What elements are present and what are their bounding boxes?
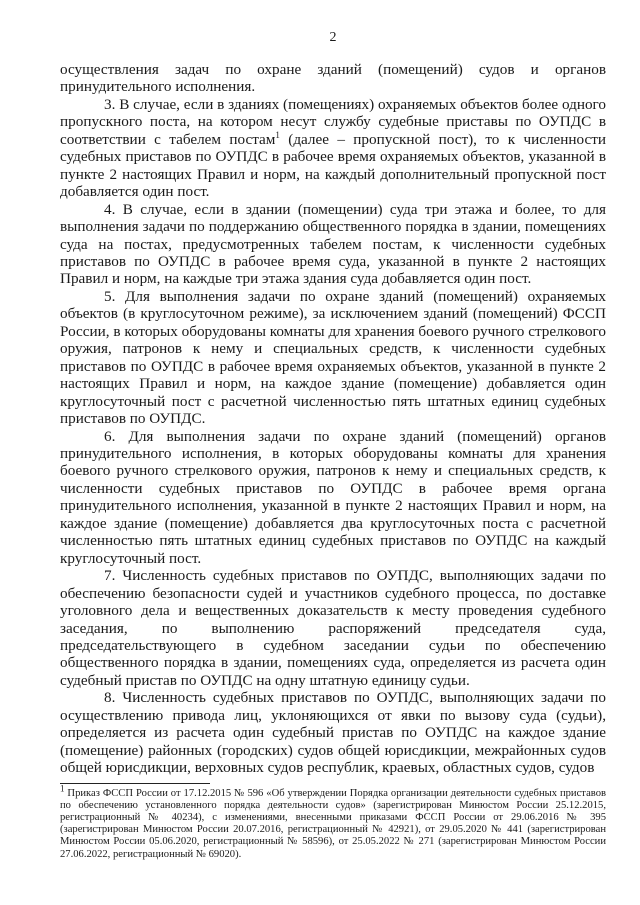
footnote-reference: 1 bbox=[275, 129, 280, 140]
paragraph-4: 4. В случае, если в здании (помещении) суда три этажа и более, то для выполнения задачи по поддержанию общественного порядка в здании, помещениях суда на постах, предусмотренных табелем постам, к численности судебных приставов по ОУПДС в рабочее время суда, указанной в пункте 2 настоящих Правил и норм, на каждые три этажа здания суда добавляется один пост. bbox=[60, 200, 606, 288]
paragraph-8: 8. Численность судебных приставов по ОУПДС, выполняющих задачи по осуществлению привода лиц, уклоняющихся от явки по вызову суда (судьи), определяется из расчета один судебный пристав по ОУПДС на каждое здание (помещение) районных (городских) судов общей юрисдикции, межрайонных судов общей юрисдикции, верховных судов республик, краевых, областных судов, судов bbox=[60, 689, 606, 777]
paragraph-6: 6. Для выполнения задачи по охране зданий (помещений) органов принудительного исполнения, в которых оборудованы комнаты для хранения боевого ручного стрелкового оружия, патронов к нему и специальных средств, к численности судебных приставов по ОУПДС в рабочее время органа принудительного исполнения, указанной в пункте 2 настоящих Правил и норм, на каждое здание (помещение) добавляется два круглосуточных поста с расчетной численностью пять штатных единиц судебных приставов по ОУПДС на каждый круглосуточный пост. bbox=[60, 427, 606, 567]
footnote-text: Приказ ФССП России от 17.12.2015 № 596 «Об утверждении Порядка организации деятельности судебных приставов по обеспечению установленного порядка деятельности судов» (зарегистрирован Минюстом России 25.12.2015, регистрационный № 40234), с изменениями, внесенными приказами ФССП России от 29.06.2016 № 395 (зарегистрирован Минюстом России 20.07.2016, регистрационный № 42921), от 29.05.2020 № 441 (зарегистрирован Минюстом России 05.06.2020, регистрационный № 58596), от 25.05.2022 № 271 (зарегистрирован Минюстом России 27.06.2022, регистрационный № 69020). bbox=[60, 787, 606, 860]
paragraph-3-tail: (далее – пропускной пост), то к численности судебных приставов по ОУПДС в рабочее время охраняемых объектов, указанной в пункте 2 настоящих Правил и норм, на каждый дополнительный пропускной пост добавляется один пост. bbox=[60, 130, 606, 201]
footnote-divider bbox=[60, 783, 210, 784]
paragraph-continuation: осуществления задач по охране зданий (помещений) судов и органов принудительного исполнения. bbox=[60, 61, 606, 96]
page-number: 2 bbox=[329, 30, 337, 45]
paragraph-3 bbox=[60, 96, 606, 201]
paragraph-3-text: 3. В случае, если в зданиях (помещениях) охраняемых объектов более одного пропускного поста, на котором несут службу судебные приставы по ОУПДС в соответствии с табелем постам bbox=[60, 95, 606, 148]
paragraph-7: 7. Численность судебных приставов по ОУПДС, выполняющих задачи по обеспечению безопасности судей и участников судебного процесса, по доставке уголовного дела и вещественных доказательств к месту проведения судебного заседания, по выполнению распоряжений председателя суда, председательствующего в судебном заседании судьи по обеспечению общественного порядка в здании, помещениях суда, определяется из расчета один судебный пристав по ОУПДС на одну штатную единицу судьи. bbox=[60, 567, 606, 689]
footnote bbox=[60, 783, 606, 861]
document-body bbox=[60, 61, 606, 777]
paragraph-5: 5. Для выполнения задачи по охране зданий (помещений) охраняемых объектов (в круглосуточном режиме), за исключением зданий (помещений) ФССП России, в которых оборудованы комнаты для хранения боевого ручного стрелкового оружия, патронов к нему и специальных средств, к численности судебных приставов по ОУПДС в рабочее время охраняемых объектов, указанной в пункте 2 настоящих Правил и норм, на каждое здание (помещение) добавляется один круглосуточный пост с расчетной численностью пять штатных единиц судебных приставов по ОУПДС. bbox=[60, 287, 606, 428]
footnote-mark: 1 bbox=[60, 783, 65, 794]
